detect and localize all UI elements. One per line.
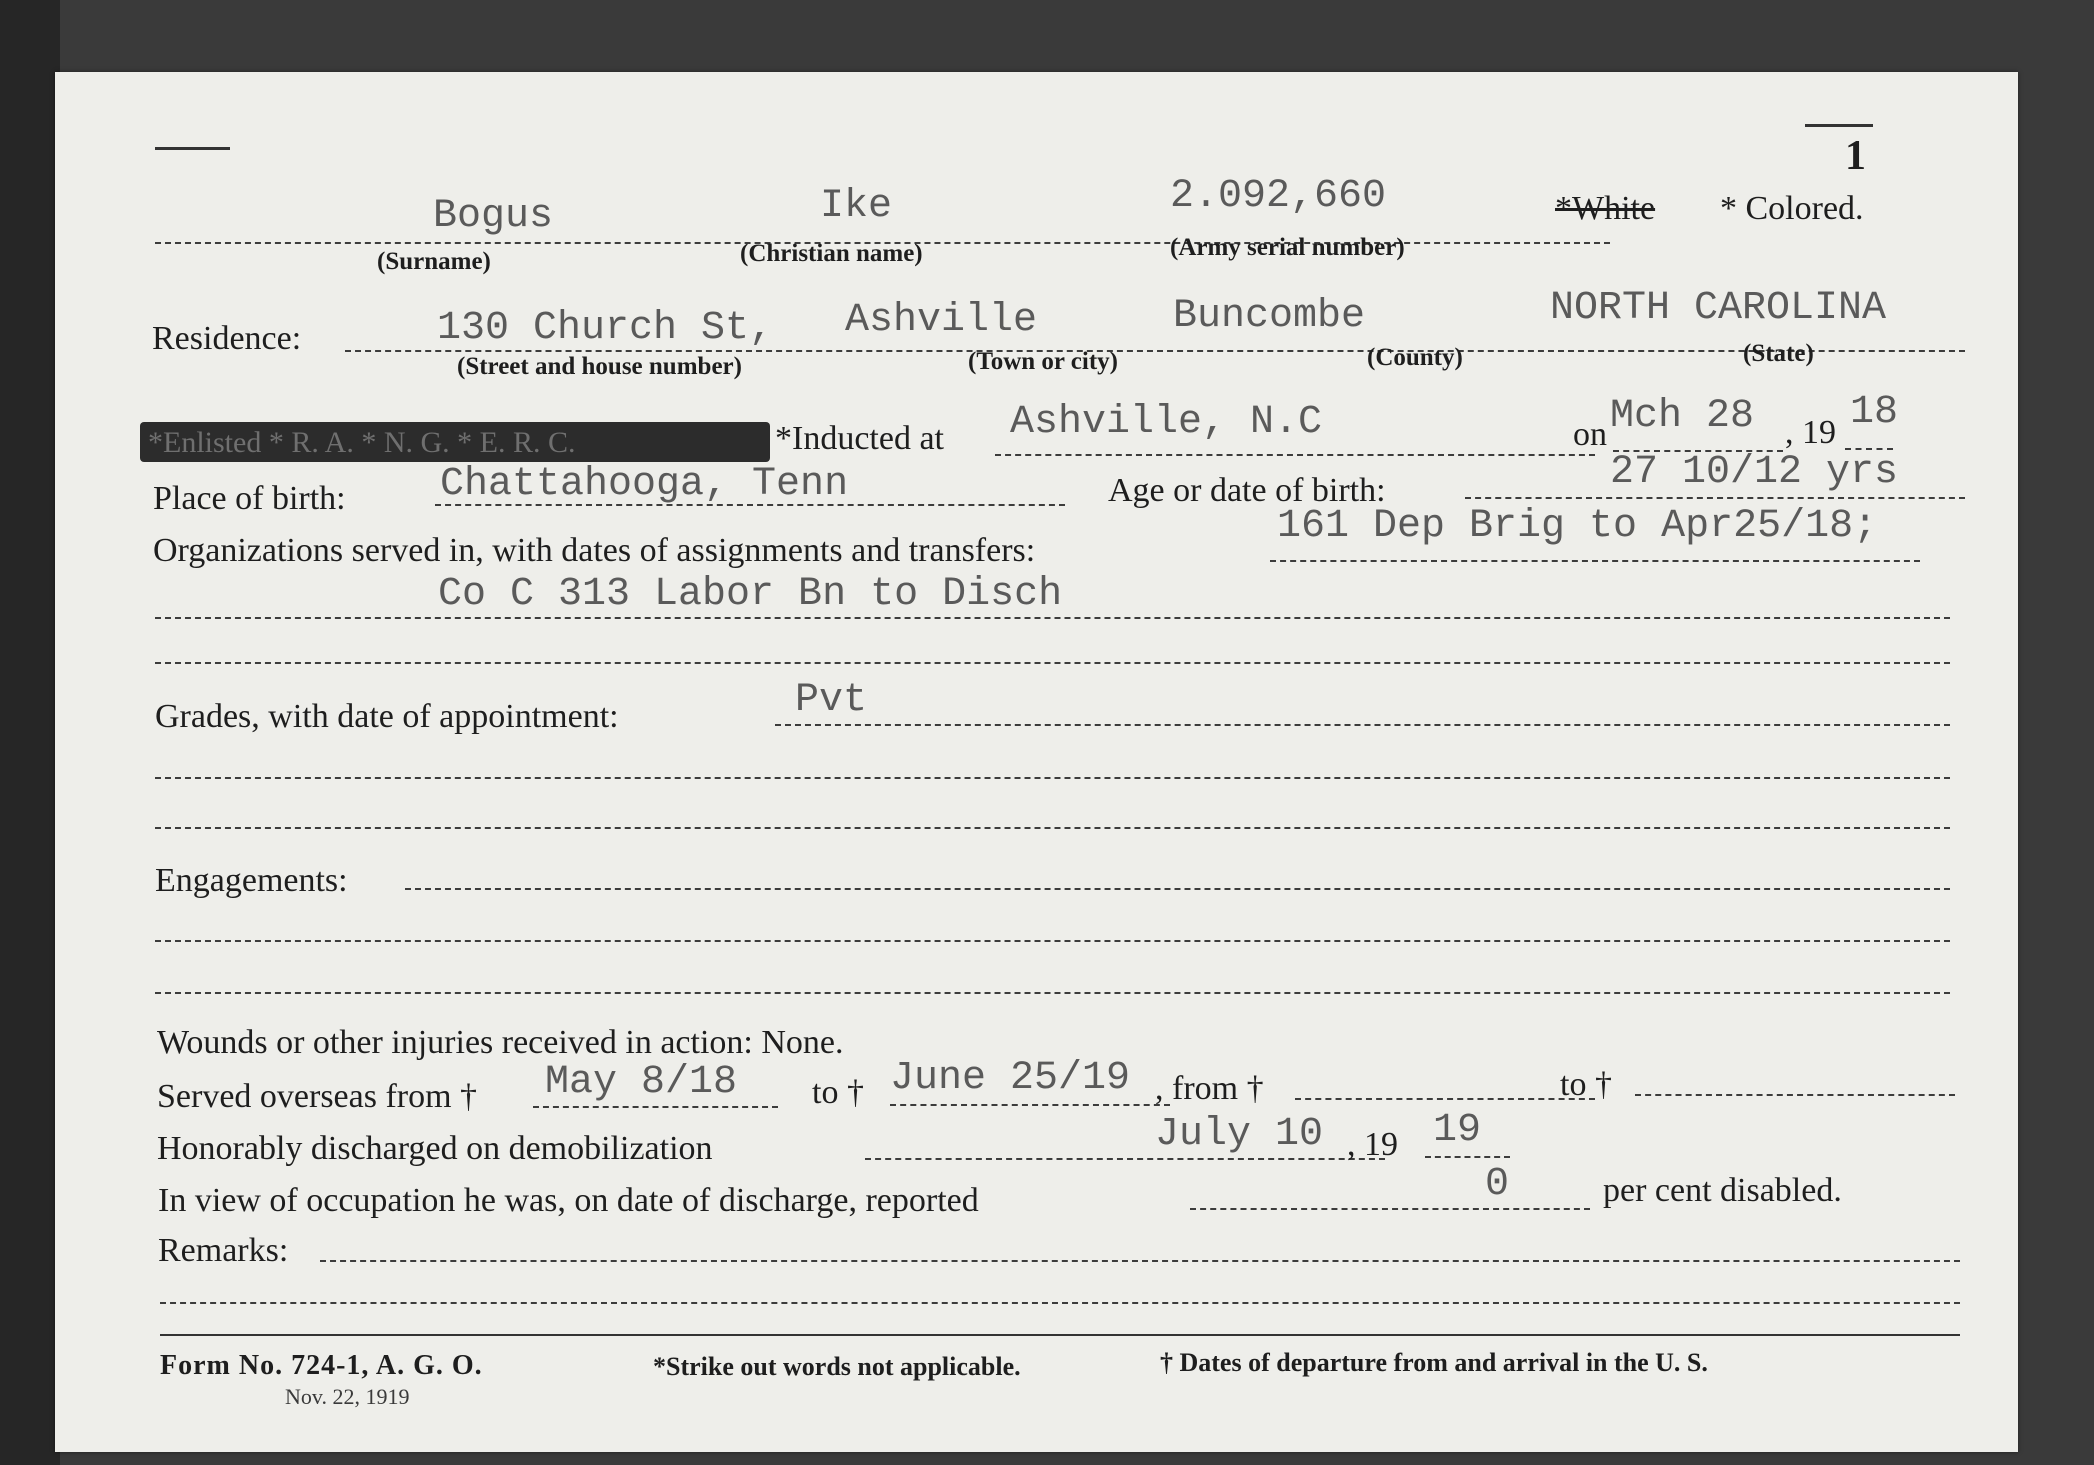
overseas-to2-label: to † [1560, 1066, 1612, 1103]
discharge-year-prefix: , 19 [1347, 1126, 1398, 1163]
discharge-year-line [1425, 1156, 1510, 1158]
card-number: 1 [1845, 133, 1866, 179]
on-label: on [1573, 416, 1607, 453]
overseas-to-label: to † [812, 1074, 864, 1111]
strike-note: *Strike out words not applicable. [653, 1352, 1021, 1381]
christian-name-value: Ike [820, 184, 893, 229]
christian-name-caption: (Christian name) [740, 240, 923, 267]
top-right-rule [1805, 124, 1873, 127]
discharge-label: Honorably discharged on demobilization [157, 1130, 713, 1167]
engagements-line-3 [155, 992, 1950, 994]
age-line [1465, 497, 1965, 499]
state-caption: (State) [1743, 340, 1814, 367]
organizations-value-1: 161 Dep Brig to Apr25/18; [1277, 504, 1878, 549]
remarks-line-2 [160, 1302, 1960, 1304]
disability-value: 0 [1485, 1162, 1510, 1207]
overseas-from-line [533, 1106, 778, 1108]
overseas-to-line [890, 1104, 1170, 1106]
grades-line-3 [155, 827, 1950, 829]
place-of-birth-value: Chattahooga, Tenn [440, 462, 849, 507]
disability-line [1190, 1208, 1590, 1210]
top-left-rule [155, 147, 230, 150]
discharge-year: 19 [1433, 1108, 1482, 1153]
organizations-line-1 [1270, 560, 1920, 562]
redacted-text: *Enlisted * R. A. * N. G. * E. R. C. [148, 426, 576, 459]
remarks-label: Remarks: [158, 1232, 289, 1269]
engagements-label: Engagements: [155, 862, 348, 899]
overseas-to2-line [1635, 1094, 1955, 1096]
inducted-at-label: *Inducted at [775, 420, 944, 457]
overseas-to-date: June 25/19 [890, 1056, 1131, 1101]
organizations-line-3 [155, 662, 1950, 664]
overseas-from2-label: , from † [1155, 1070, 1264, 1107]
colored-label: * Colored. [1720, 190, 1864, 227]
form-date: Nov. 22, 1919 [285, 1384, 410, 1409]
grades-line-2 [155, 777, 1950, 779]
grades-value: Pvt [795, 678, 868, 723]
place-of-birth-label: Place of birth: [153, 480, 346, 517]
residence-label: Residence: [152, 320, 302, 357]
form-number: Form No. 724-1, A. G. O. [160, 1350, 483, 1381]
remarks-line-1 [320, 1260, 1960, 1262]
residence-street: 130 Church St, [437, 306, 774, 351]
surname-value: Bogus [433, 194, 554, 239]
overseas-from-date: May 8/18 [545, 1060, 738, 1105]
inducted-place-line [995, 454, 1595, 456]
wounds-label: Wounds or other injuries received in action: None. [157, 1024, 844, 1061]
street-caption: (Street and house number) [457, 353, 742, 380]
scan-edge [0, 0, 60, 1465]
induction-year-prefix: , 19 [1785, 414, 1836, 451]
serial-number-caption: (Army serial number) [1170, 234, 1405, 261]
residence-town: Ashville [845, 298, 1038, 343]
disability-suffix: per cent disabled. [1603, 1172, 1842, 1209]
organizations-value-2: Co C 313 Labor Bn to Disch [438, 572, 1063, 617]
service-record-card [55, 72, 2018, 1452]
induction-year: 18 [1850, 390, 1899, 435]
engagements-line-1 [405, 888, 1950, 890]
discharge-date-line [865, 1158, 1385, 1160]
town-caption: (Town or city) [968, 348, 1118, 375]
age-label: Age or date of birth: [1108, 472, 1386, 509]
organizations-label: Organizations served in, with dates of assignments and transfers: [153, 532, 1036, 569]
surname-caption: (Surname) [377, 248, 491, 275]
inducted-place: Ashville, N.C [1010, 400, 1323, 445]
engagements-line-2 [155, 940, 1950, 942]
dates-note: † Dates of departure from and arrival in the U. S. [1160, 1348, 1708, 1377]
grades-label: Grades, with date of appointment: [155, 698, 619, 735]
discharge-date: July 10 [1155, 1112, 1324, 1157]
organizations-line-2 [155, 617, 1950, 619]
induction-date: Mch 28 [1610, 394, 1755, 439]
residence-county: Buncombe [1173, 294, 1366, 339]
disability-label: In view of occupation he was, on date of discharge, reported [158, 1182, 979, 1219]
age-value: 27 10/12 yrs [1610, 450, 1899, 495]
county-caption: (County) [1367, 344, 1463, 371]
overseas-from-label: Served overseas from † [157, 1078, 478, 1115]
overseas-from2-line [1295, 1098, 1595, 1100]
white-label: *White [1555, 190, 1656, 227]
serial-number-value: 2.092,660 [1170, 174, 1387, 219]
residence-state: NORTH CAROLINA [1550, 286, 1887, 331]
footer-rule [160, 1334, 1960, 1336]
grades-line-1 [775, 724, 1950, 726]
redacted-enlistment-options [140, 422, 770, 462]
